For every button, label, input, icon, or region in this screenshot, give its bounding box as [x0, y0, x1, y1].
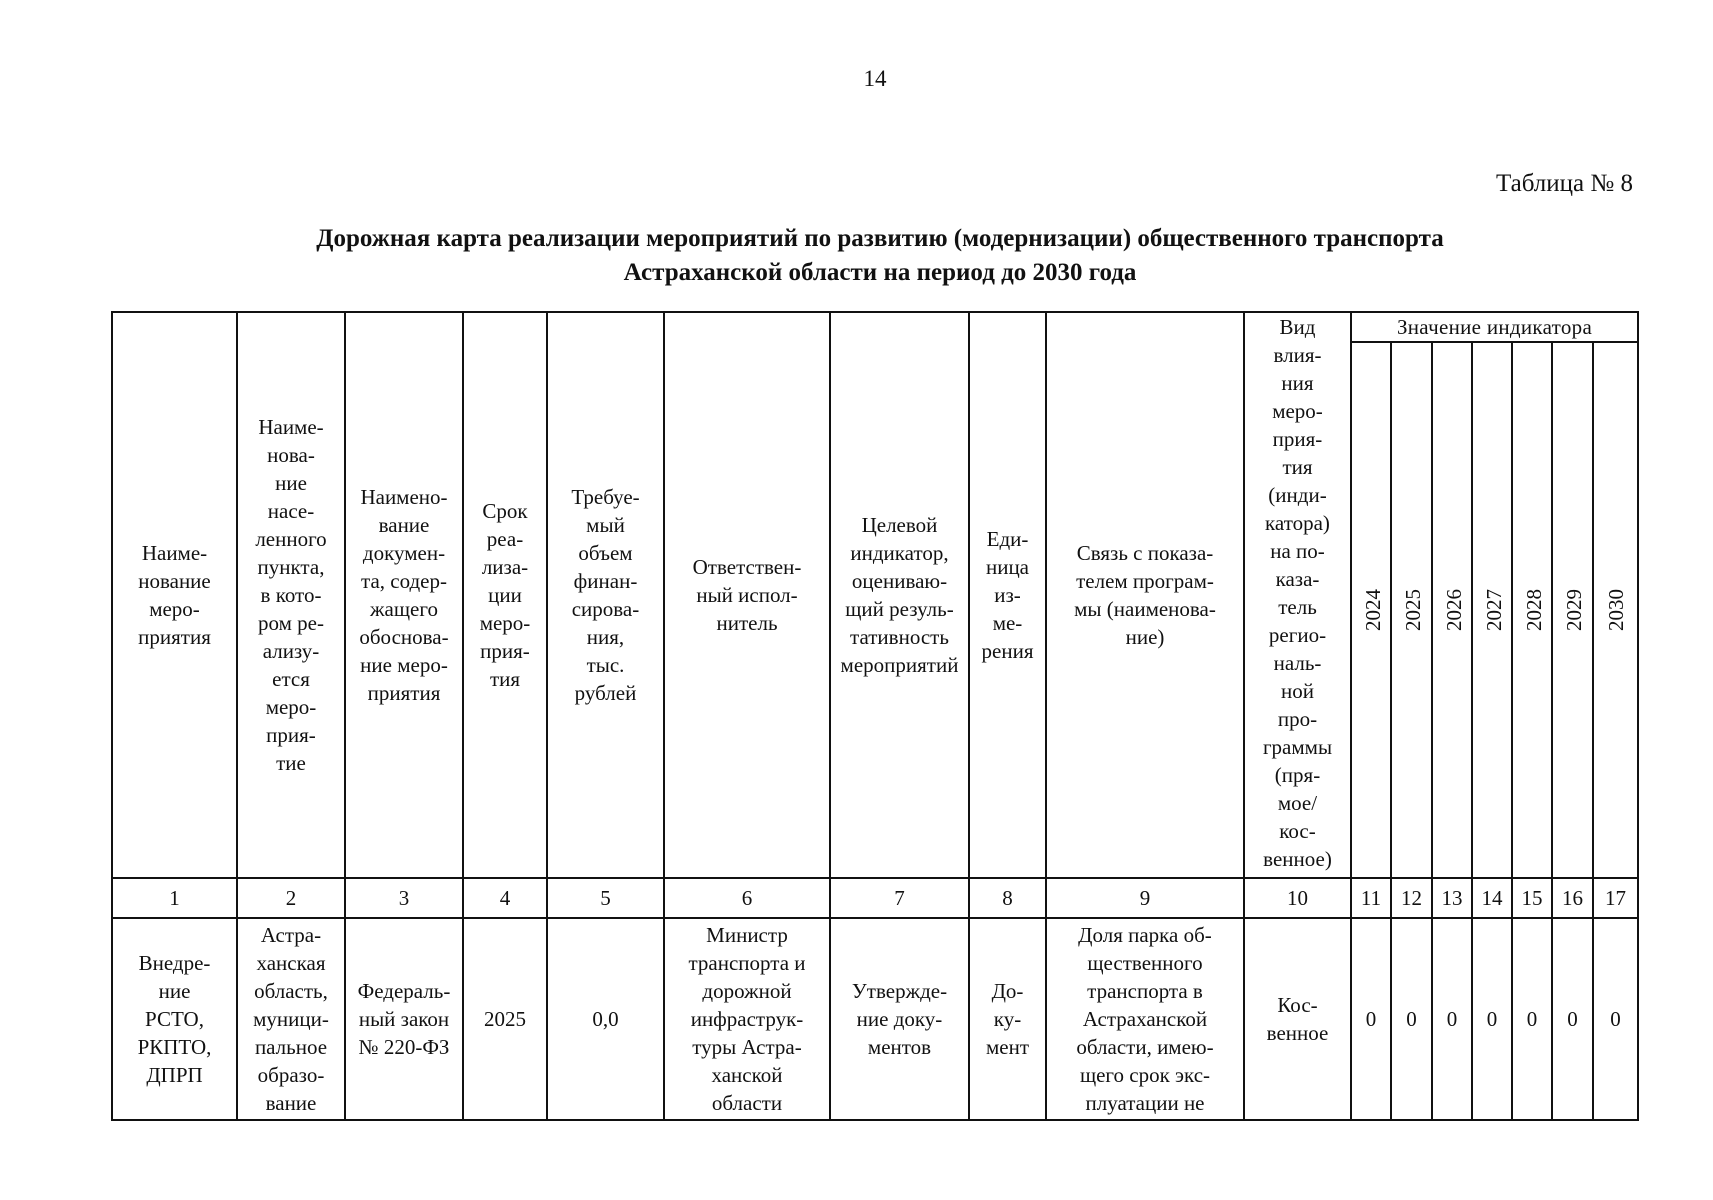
column-number: 12 [1391, 878, 1432, 918]
roadmap-table [111, 311, 1639, 1121]
header-year-2030: 2030 [1593, 342, 1638, 878]
header-year-2028: 2028 [1512, 342, 1552, 878]
page-number: 14 [863, 66, 887, 91]
cell-value-2026: 0 [1432, 918, 1472, 1120]
cell-document-name: Федераль- ный закон № 220-ФЗ [345, 918, 463, 1120]
column-number: 2 [237, 878, 345, 918]
column-number: 5 [547, 878, 664, 918]
column-number: 1 [112, 878, 237, 918]
cell-funding-volume: 0,0 [547, 918, 664, 1120]
cell-value-2029: 0 [1552, 918, 1593, 1120]
column-number: 13 [1432, 878, 1472, 918]
header-year-2029: 2029 [1552, 342, 1593, 878]
header-indicator-value: Значение индикатора [1351, 312, 1638, 342]
cell-value-2024: 0 [1351, 918, 1391, 1120]
column-number: 16 [1552, 878, 1593, 918]
header-implementation-period: Срок реа- лиза- ции меро- прия- тия [463, 312, 547, 878]
header-unit: Еди- ница из- ме- рения [969, 312, 1046, 878]
table-label: Таблица № 8 [1495, 170, 1633, 197]
column-number: 15 [1512, 878, 1552, 918]
column-number: 17 [1593, 878, 1638, 918]
column-number: 8 [969, 878, 1046, 918]
column-number: 4 [463, 878, 547, 918]
column-number: 14 [1472, 878, 1512, 918]
header-year-2024: 2024 [1351, 342, 1391, 878]
header-program-link: Связь с показа- телем програм- мы (наименова- ние) [1046, 312, 1244, 878]
header-year-2027: 2027 [1472, 342, 1512, 878]
cell-settlement-name: Астра- ханская область, муници- пальное образо- вание [237, 918, 345, 1120]
cell-value-2025: 0 [1391, 918, 1432, 1120]
header-impact-type: Вид влия- ния меро- прия- тия (инди- катора) на по- каза- тель регио- наль- ной про- граммы (пря- мое/ кос- венное) [1244, 312, 1351, 878]
cell-unit: До- ку- мент [969, 918, 1046, 1120]
column-number: 11 [1351, 878, 1391, 918]
cell-value-2028: 0 [1512, 918, 1552, 1120]
header-document-name: Наимено- вание докумен- та, содер- жащего обоснова- ние меро- приятия [345, 312, 463, 878]
header-event-name: Наиме- нование меро- приятия [112, 312, 237, 878]
document-title: Дорожная карта реализации мероприятий по развитию (модернизации) общественного транспорта Астраханской области на период до 2030 года [316, 225, 1444, 286]
table-row [112, 918, 1638, 1120]
header-year-2025: 2025 [1391, 342, 1432, 878]
cell-impact-type: Кос- венное [1244, 918, 1351, 1120]
cell-implementation-period: 2025 [463, 918, 547, 1120]
cell-target-indicator: Утвержде- ние доку- ментов [830, 918, 969, 1120]
column-number: 6 [664, 878, 830, 918]
header-settlement-name: Наиме- нова- ние насе- ленного пункта, в кото- ром ре- ализу- ется меро- прия- тие [237, 312, 345, 878]
column-number-row [112, 878, 1638, 918]
column-number: 10 [1244, 878, 1351, 918]
column-number: 3 [345, 878, 463, 918]
header-funding-volume: Требуе- мый объем финан- сирова- ния, тыс. рублей [547, 312, 664, 878]
cell-program-link: Доля парка об- щественного транспорта в Астраханской области, имею- щего срок экс- плуатации не [1046, 918, 1244, 1120]
header-year-2026: 2026 [1432, 342, 1472, 878]
header-responsible-executor: Ответствен- ный испол- нитель [664, 312, 830, 878]
cell-value-2030: 0 [1593, 918, 1638, 1120]
column-number: 9 [1046, 878, 1244, 918]
header-target-indicator: Целевой индикатор, оцениваю- щий резуль- тативность мероприятий [830, 312, 969, 878]
cell-value-2027: 0 [1472, 918, 1512, 1120]
cell-responsible-executor: Министр транспорта и дорожной инфраструк- туры Астра- ханской области [664, 918, 830, 1120]
column-number: 7 [830, 878, 969, 918]
cell-event-name: Внедре- ние РСТО, РКПТО, ДПРП [112, 918, 237, 1120]
